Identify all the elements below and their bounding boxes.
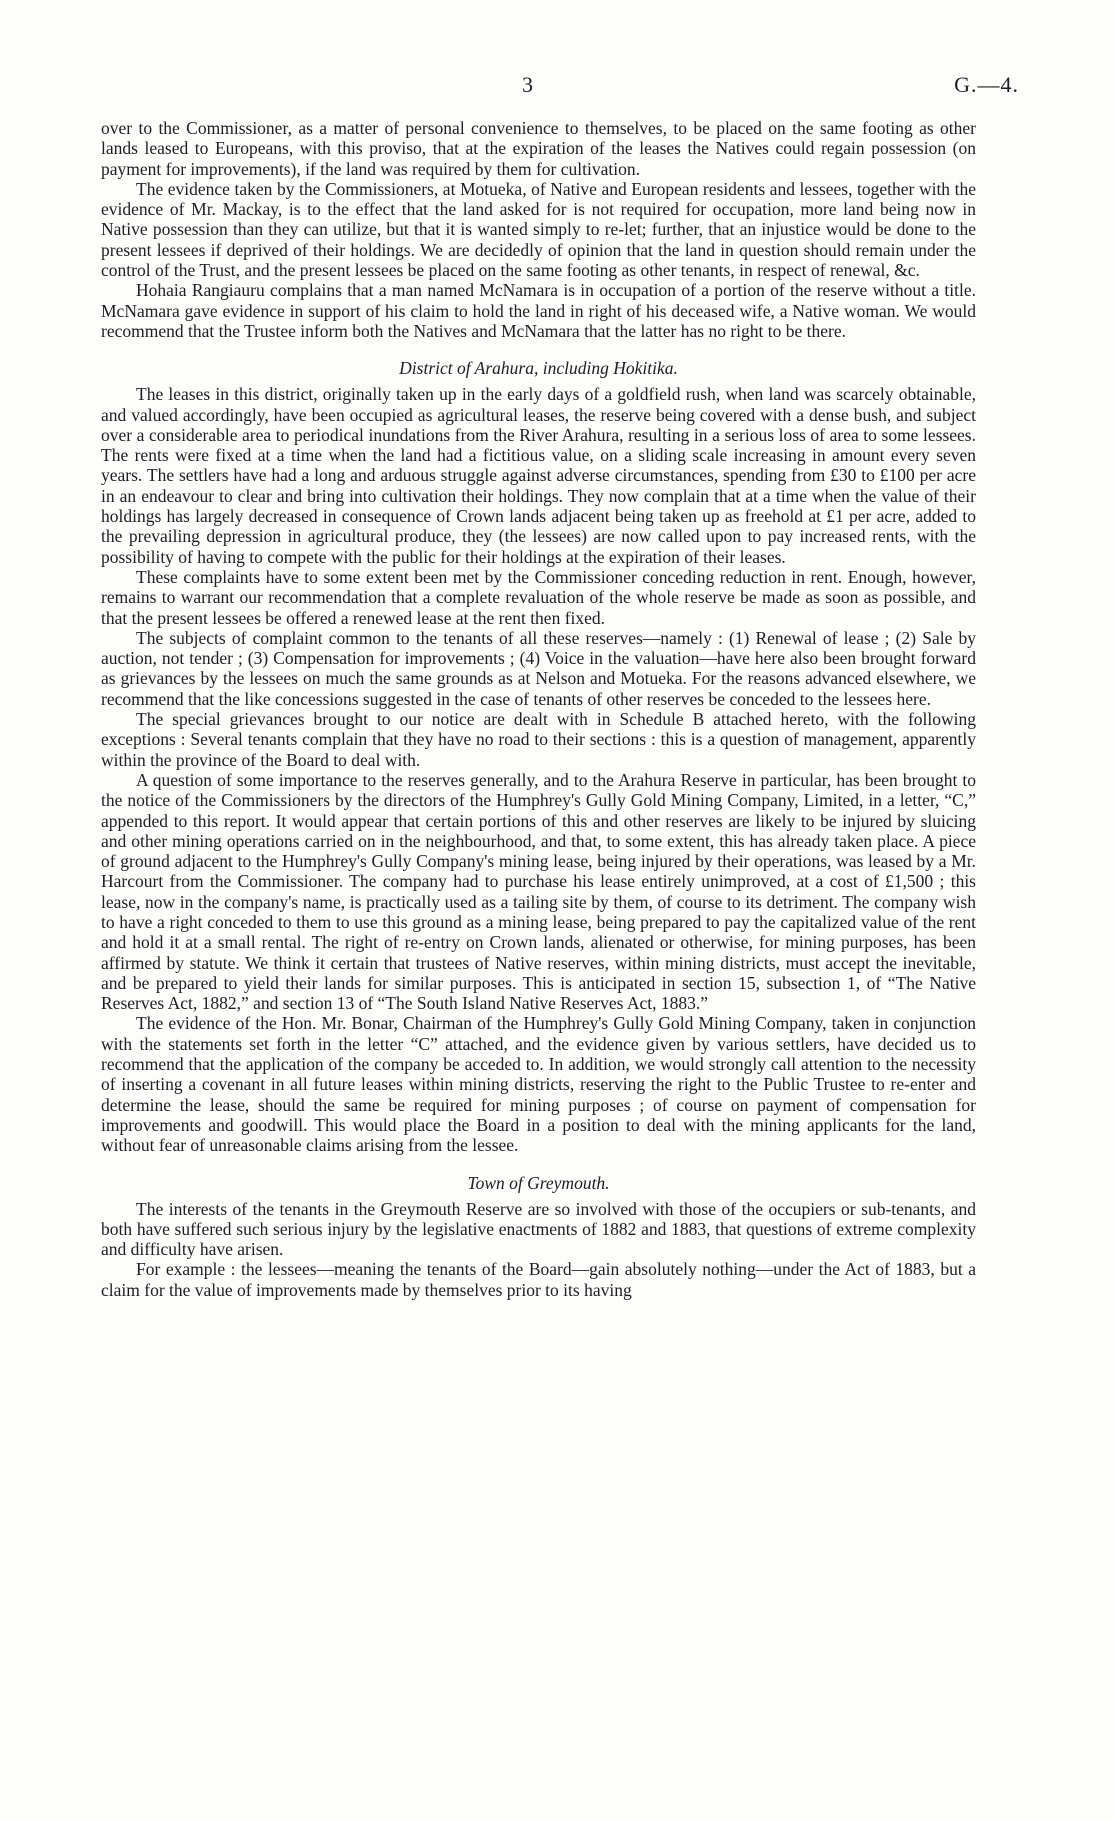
section-heading-greymouth: Town of Greymouth.	[467, 1172, 610, 1193]
paragraph: For example : the lessees—meaning the tenants of the Board—gain absolutely nothing—under the Act of 1883, but a claim for the value of improvements made by themselves prior to its having	[101, 1259, 976, 1300]
paragraph: The evidence of the Hon. Mr. Bonar, Chairman of the Humphrey's Gully Gold Mining Company, taken in conjunction with the statements set forth in the letter “C” attached, and the evidence given by various settlers, have decided us to recommend that the application of the company be acceded to. In addition, we would strongly call attention to the necessity of inserting a covenant in all future leases within mining districts, reserving the right to the Public Trustee to re-enter and determine the lease, should the same be required for mining purposes ; of course on payment of compensation for improvements and goodwill. This would place the Board in a position to deal with the mining applicants for the land, without fear of unreasonable claims arising from the lessee.	[101, 1013, 976, 1156]
paragraph: The subjects of complaint common to the tenants of all these reserves—namely : (1) Renewal of lease ; (2) Sale by auction, not tender ; (3) Compensation for improvements ; (4) Voice in the valuation—have here also been brought forward as grievances by the lessees on much the same grounds as at Nelson and Motueka. For the reasons advanced elsewhere, we recommend that the like concessions suggested in the case of tenants of other reserves be conceded to the lessees here.	[101, 627, 976, 709]
paragraph: The evidence taken by the Commissioners, at Motueka, of Native and European residents and lessees, together with the evidence of Mr. Mackay, is to the effect that the land asked for is not required for occupation, more land being now in Native possession than they can utilize, but that it is wanted simply to re-let; further, that an injustice would be done to the present lessees if deprived of their holdings. We are decidedly of opinion that the land in question should remain under the control of the Trust, and the present lessees be placed on the same footing as other tenants, in respect of renewal, &c.	[101, 178, 976, 281]
paragraph: The leases in this district, originally taken up in the early days of a goldfield rush, when land was scarcely obtainable, and valued accordingly, have been occupied as agricultural leases, the reserve being covered with a dense bush, and subject over a considerable area to periodical inundations from the River Arahura, resulting in a serious loss of area to some lessees. The rents were fixed at a time when the land had a fictitious value, on a sliding scale increasing in amount every seven years. The settlers have had a long and arduous struggle against adverse circumstances, spending from £30 to £100 per acre in an endeavour to clear and bring into cultivation their holdings. They now complain that at a time when the value of their holdings has largely decreased in consequence of Crown lands adjacent being taken up as freehold at £1 per acre, added to the prevailing depression in agricultural produce, they (the lessees) are now called upon to pay increased rents, with the possibility of having to compete with the public for their holdings at the expiration of their leases.	[101, 384, 976, 567]
section-heading-arahura: District of Arahura, including Hokitika.	[399, 358, 678, 379]
paragraph: The special grievances brought to our notice are dealt with in Schedule B attached hereto, with the following exceptions : Several tenants complain that they have no road to their sections : this is a question of management, apparently within the province of the Board to deal with.	[101, 709, 976, 770]
document-body	[101, 118, 976, 1300]
paragraph: A question of some importance to the reserves generally, and to the Arahura Reserve in particular, has been brought to the notice of the Commissioners by the directors of the Humphrey's Gully Gold Mining Company, Limited, in a letter, “C,” appended to this report. It would appear that certain portions of this and other reserves are likely to be injured by sluicing and other mining operations carried on in the neighbourhood, and that, to some extent, this has already taken place. A piece of ground adjacent to the Humphrey's Gully Company's mining lease, being injured by their operations, was leased by a Mr. Harcourt from the Commissioner. The company had to purchase his lease entirely unimproved, at a cost of £1,500 ; this lease, now in the company's name, is practically used as a tailing site by them, of course to its detriment. The company wish to have a right conceded to them to use this ground as a mining lease, being prepared to pay the capitalized value of the rent and hold it at a small rental. The right of re-entry on Crown lands, alienated or otherwise, for mining purposes, has been affirmed by statute. We think it certain that trustees of Native reserves, within mining districts, must accept the inevitable, and be prepared to yield their lands for similar purposes. This is anticipated in section 15, subsection 1, of “The Native Reserves Act, 1882,” and section 13 of “The South Island Native Reserves Act, 1883.”	[101, 769, 976, 1014]
page-header	[0, 72, 1114, 102]
paragraph: The interests of the tenants in the Greymouth Reserve are so involved with those of the occupiers or sub-tenants, and both have suffered such serious injury by the legislative enactments of 1882 and 1883, that questions of extreme complexity and difficulty have arisen.	[101, 1198, 976, 1260]
document-reference: G.—4.	[954, 72, 1019, 97]
paragraph-continued: over to the Commissioner, as a matter of personal convenience to themselves, to be placed on the same footing as other lands leased to Europeans, with this proviso, that at the expiration of the leases the Natives could regain possession (on payment for improvements), if the land was required by them for cultivation.	[101, 118, 976, 179]
paragraph: These complaints have to some extent been met by the Commissioner conceding reduction in rent. Enough, however, remains to warrant our recommendation that a complete revaluation of the whole reserve be made as soon as possible, and that the present lessees be offered a renewed lease at the rent then fixed.	[101, 566, 976, 628]
paragraph: Hohaia Rangiauru complains that a man named McNamara is in occupation of a portion of the reserve without a title. McNamara gave evidence in support of his claim to hold the land in right of his deceased wife, a Native woman. We would recommend that the Trustee inform both the Natives and McNamara that the latter has no right to be there.	[101, 280, 976, 341]
page-number: 3	[522, 72, 533, 97]
